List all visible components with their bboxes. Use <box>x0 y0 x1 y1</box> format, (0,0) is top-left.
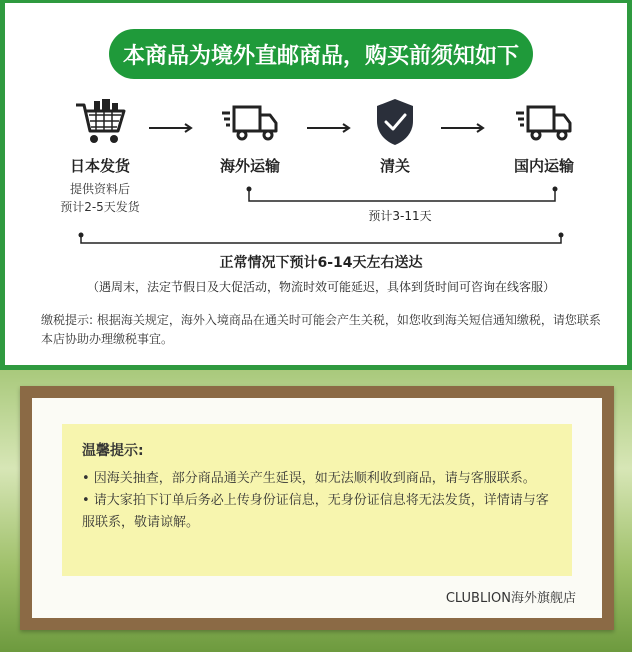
delivery-truck-icon <box>514 97 574 147</box>
step-name: 国内运输 <box>513 157 574 175</box>
total-delivery-time: 正常情况下预计6-14天左右送达 <box>219 255 423 271</box>
frame-board <box>32 398 602 618</box>
green-background <box>0 370 632 652</box>
notice-banner: 本商品为境外直邮商品，购买前须知如下 <box>109 29 533 79</box>
step-sub-2: 预计2-5天发货 <box>60 200 140 214</box>
step-customs-clearance <box>340 97 450 176</box>
total-span-bracket <box>75 231 567 247</box>
step-domestic-transport <box>489 97 599 176</box>
shopping-cart-icon <box>70 97 130 147</box>
delivery-note: （遇周末，法定节假日及大促活动，物流时效可能延迟，具体到货时间可咨询在线客服） <box>86 280 555 294</box>
store-name: CLUBLION海外旗舰店 <box>445 591 576 606</box>
step-sub-1: 提供资料后 <box>69 182 130 196</box>
tips-item: • 因海关抽查，部分商品通关产生延误，如无法顺利收到商品，请与客服联系。 <box>82 471 536 486</box>
wood-frame <box>20 386 614 630</box>
step-overseas-transport <box>195 97 305 176</box>
step-name: 海外运输 <box>219 157 280 175</box>
warm-tips-card <box>62 424 572 576</box>
step-name: 清关 <box>379 157 410 175</box>
arrow-icon <box>149 123 195 133</box>
arrow-icon <box>441 123 487 133</box>
tax-notice: 缴税提示: 根据海关规定，海外入境商品在通关时可能会产生关税，如您收到海关短信通知缴税，请您联系本店协助办理缴税事宜。 <box>41 313 601 346</box>
delivery-truck-icon <box>220 97 280 147</box>
shield-check-icon <box>365 97 425 147</box>
step-name: 日本发货 <box>69 157 130 175</box>
step-japan-shipping <box>45 97 155 216</box>
shipping-span-bracket <box>243 185 563 205</box>
tips-title: 温馨提示: <box>82 443 144 459</box>
shipping-span-label: 预计3-11天 <box>368 209 432 223</box>
tips-item: • 请大家拍下订单后务必上传身份证信息，无身份证信息将无法发货，详情请与客服联系，敬请谅解。 <box>82 493 549 530</box>
